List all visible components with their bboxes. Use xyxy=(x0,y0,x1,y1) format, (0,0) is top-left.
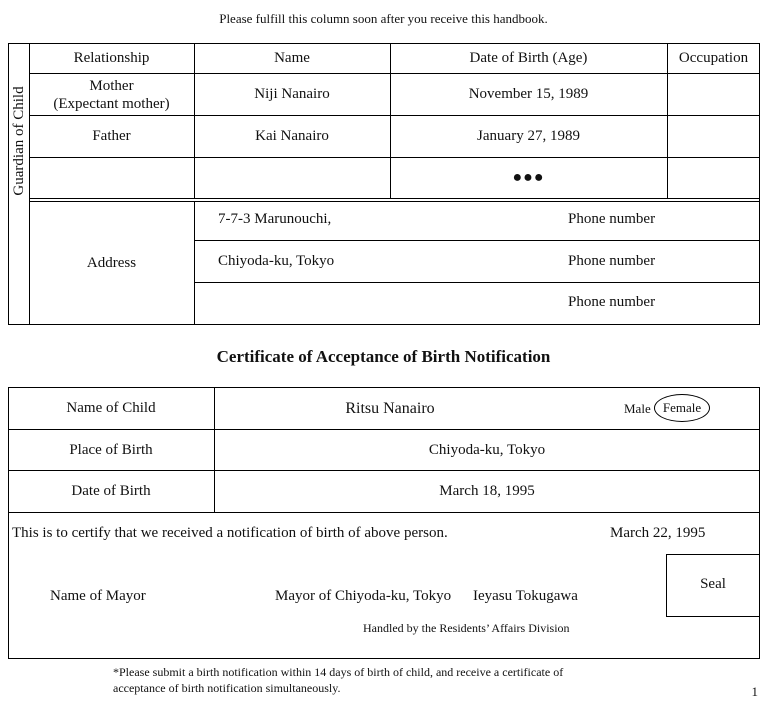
relationship-father: Father xyxy=(92,128,131,144)
mayor-name: Ieyasu Tokugawa xyxy=(473,588,578,604)
mother-dob: November 15, 1989 xyxy=(468,86,589,102)
child-name-label: Name of Child xyxy=(66,400,156,416)
place-label: Place of Birth xyxy=(69,441,153,458)
guardian-side-label: Guardian of Child xyxy=(10,86,27,196)
header-occupation: Occupation xyxy=(678,49,749,66)
certify-date: March 22, 1995 xyxy=(610,525,706,541)
child-name: Ritsu Nanairo xyxy=(345,399,435,417)
relationship-note: (Expectant mother) xyxy=(53,95,170,112)
place-value: Chiyoda-ku, Tokyo xyxy=(428,441,546,458)
sex-male: Male xyxy=(624,401,651,416)
seal-label: Seal xyxy=(700,575,726,592)
address-line-2: Chiyoda-ku, Tokyo xyxy=(218,253,335,269)
header-dob: Date of Birth (Age) xyxy=(469,49,588,66)
page-number: 1 xyxy=(751,684,758,699)
dob-value: March 18, 1995 xyxy=(439,483,535,499)
mother-occupation xyxy=(667,74,760,115)
footnote-line-1: *Please submit a birth notification within 14 days of birth of child, and receive a certificate of xyxy=(113,665,564,679)
instruction-text: Please fulfill this column soon after you receive this handbook. xyxy=(219,11,548,26)
father-name: Kai Nanairo xyxy=(255,128,329,144)
header-relationship: Relationship xyxy=(73,49,150,66)
phone-label-2: Phone number xyxy=(568,253,656,269)
footnote-line-2: acceptance of birth notification simultaneously. xyxy=(113,681,341,695)
table-row-relationship xyxy=(29,74,194,115)
address-label: Address xyxy=(86,255,137,271)
row3-name xyxy=(194,158,390,198)
sex-female-circled: Female xyxy=(654,394,710,422)
mother-name: Niji Nanairo xyxy=(254,86,330,102)
mayor-label: Name of Mayor xyxy=(50,588,146,604)
address-line-1: 7-7-3 Marunouchi, xyxy=(218,211,332,227)
row3-dob: ●●● xyxy=(512,169,545,186)
row3-relationship xyxy=(29,158,194,198)
phone-label-1: Phone number xyxy=(568,211,656,227)
row3-occupation xyxy=(667,158,760,198)
relationship-mother: Mother xyxy=(89,77,134,94)
address-line-3 xyxy=(218,294,518,314)
father-dob: January 27, 1989 xyxy=(477,128,580,144)
header-name: Name xyxy=(274,49,310,66)
mayor-title: Mayor of Chiyoda-ku, Tokyo xyxy=(275,588,452,604)
dob-label: Date of Birth xyxy=(71,483,151,499)
phone-label-3: Phone number xyxy=(568,294,656,310)
certificate-title: Certificate of Acceptance of Birth Notification xyxy=(216,347,551,366)
handled-by: Handled by the Residents’ Affairs Division xyxy=(363,621,570,635)
father-occupation xyxy=(667,116,760,157)
certify-text: This is to certify that we received a notification of birth of above person. xyxy=(12,525,448,541)
